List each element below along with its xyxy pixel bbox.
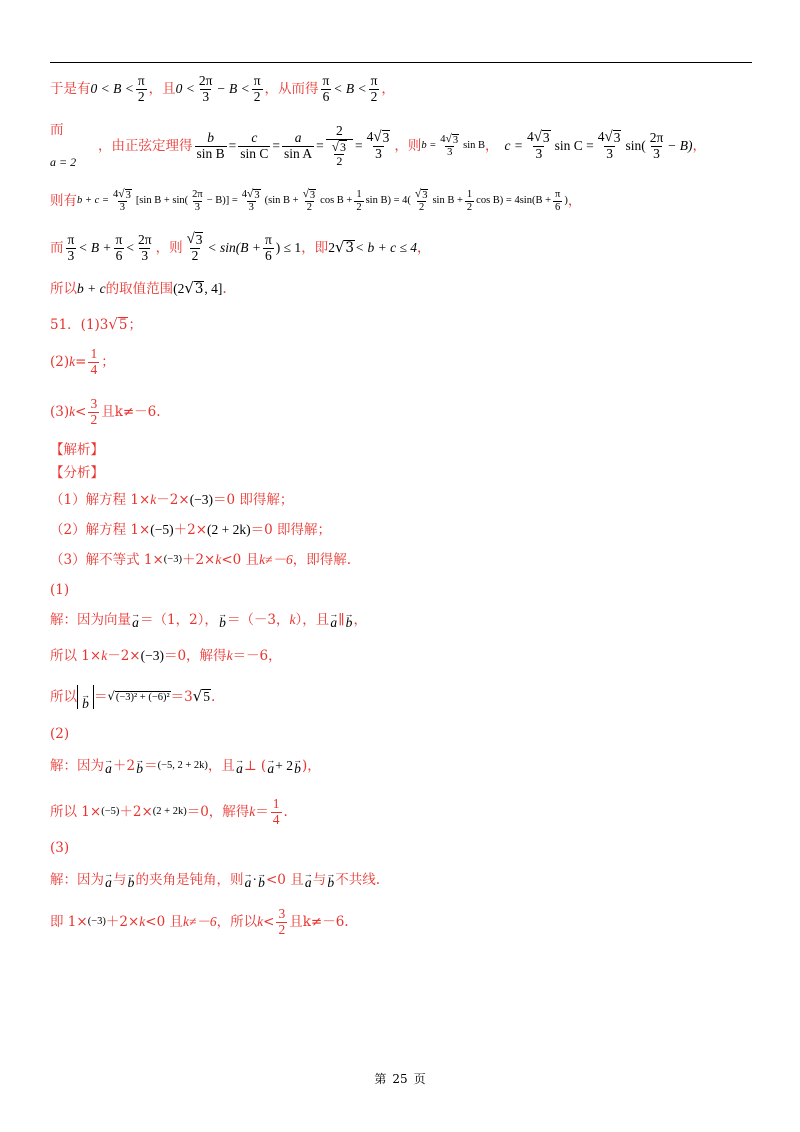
solution-2-line-2: 所以 1× (−5) ＋2× (2 + 2k) ＝0，解得 k ＝ $\frac{1}{4}$ . xyxy=(50,795,288,827)
page-number: 第 25 页 xyxy=(374,1072,426,1086)
solution-3-line-2: 即 1× (−3) ＋2× k <0 且 k≠－6 ，所以 k < $\frac{3}{2}$ 且 k≠－6. xyxy=(50,905,349,937)
fraction-pi-2: $\frac{\pi}{2}$ xyxy=(137,72,145,104)
fraction-pi-2: $\frac{\pi}{2}$ xyxy=(253,72,261,104)
analysis-1: （1）解方程 1× k －2× (−3) ＝0 即得解； xyxy=(50,492,294,508)
derivation-line-2: 而 a = 2 ，由正弦定理得 $\frac{b}{\text{sin B}}$ = $\frac{c}{\text{sin C}}$ = $\frac{a}{\text{sin A}}$ = 2 √ 3 2 = 4 √ 3 3 ，则 b = 4 √ 3 3 sin B ， c = 4 √ 3 3 sin C = 4 √ 3 3 sin( $\frac{2\pi}{3}$ − B) ， xyxy=(50,122,707,169)
part-3-label: (3) xyxy=(50,840,70,856)
text: ，则 xyxy=(394,138,422,154)
answer-51-1: 51．(1)3 √ 5 ； xyxy=(50,315,142,334)
part-2-label: (2) xyxy=(50,726,70,742)
text: 于是有 xyxy=(50,81,91,97)
analysis-3: （3）解不等式 1× (−3) ＋2× k <0 且 k≠－6 ，即得解. xyxy=(50,552,352,568)
solution-1-line-3: 所以 → b ＝ √ (−3)² + (−6)² ＝3 √ 5 . xyxy=(50,680,752,714)
solution-3-line-1: 解：因为 → a 与 → b 的夹角是钝角，则 → a · → b <0 且 → a 与 → b 不共线. xyxy=(50,869,380,891)
given-a: 而 a = 2 xyxy=(50,122,77,169)
text: ，且 xyxy=(148,81,176,97)
text: ，由正弦定理得 xyxy=(98,138,193,154)
fraction-pi-2: $\frac{\pi}{2}$ xyxy=(370,72,378,104)
text: ， xyxy=(381,81,395,97)
answer-51-2: (2) k = $\frac{1}{4}$ ； xyxy=(50,345,115,377)
answer-51-3: (3) k < $\frac{3}{2}$ 且 k≠－6. xyxy=(50,395,161,427)
fraction-4sqrt3-3: 4 √ 3 3 xyxy=(597,129,621,161)
fraction-4sqrt3-3: 4 √ 3 3 xyxy=(527,129,550,161)
math: < B < xyxy=(333,81,367,96)
fraction-2-over-sqrt3-2: 2 √ 3 2 xyxy=(326,124,353,168)
fraction-2pi-3: $\frac{2\pi}{3}$ xyxy=(649,129,664,161)
math: 0 < B < xyxy=(90,81,134,96)
solution-1-line-2: 所以 1× k －2× (−3) ＝0，解得 k ＝－6， xyxy=(50,648,282,664)
derivation-line-4: 而 $\frac{\pi}{3}$ < B + $\frac{\pi}{6}$ < $\frac{2\pi}{3}$ ，则 √ 3 2 < sin(B + $\frac{\pi}{6}$ ) ≤ 1 ，即 2 √ 3 < b + c ≤ 4 ， xyxy=(50,231,431,263)
math: − B < xyxy=(216,81,250,96)
text: ，从而得 xyxy=(264,81,319,97)
fraction-4sqrt3-3: 4 √ 3 3 xyxy=(440,132,459,158)
fraction-b-sinB: $\frac{b}{\text{sin B}}$ xyxy=(196,129,225,161)
fraction-4sqrt3-3: 4 √ 3 3 xyxy=(366,129,390,161)
solution-1-line-1: 解：因为向量 → a ＝（1，2）， → b ＝（－3， k ），且 → a ∥ → b ， xyxy=(50,609,368,631)
fraction-a-sinA: $\frac{a}{\text{sin A}}$ xyxy=(284,129,313,161)
header-rule xyxy=(50,62,752,63)
fraction-pi-6: $\frac{\pi}{6}$ xyxy=(322,72,330,104)
math: 0 < xyxy=(175,81,195,96)
analysis-2: （2）解方程 1× (−5) ＋2× (2 + 2k) ＝0 即得解； xyxy=(50,522,332,538)
section-fenxi: 【分析】 xyxy=(50,465,104,481)
derivation-line-1 xyxy=(50,72,752,106)
part-1-label: (1) xyxy=(50,582,70,598)
solution-2-line-1: 解：因为 → a ＋2 → b ＝ (−5, 2 + 2k) ，且 → a ⊥ ( → a + 2 → b )， xyxy=(50,755,321,777)
derivation-line-5: 所以 b + c 的取值范围 (2 √ 3 , 4] . xyxy=(50,279,227,298)
section-jiexi: 【解析】 xyxy=(50,442,104,458)
derivation-line-3: 则有 b + c = 4 √ 3 3 [sin B + sin( $\frac{2\pi}{3}$ − B)] = 4 √ 3 3 (sin B + √ 3 2 cos B + $\frac{1}{2}$ sin B) = 4( √ 3 2 sin B + $\frac{1}{2}$ cos B) = 4sin(B + $\frac{\pi}{6}$ ) ， xyxy=(50,187,582,213)
fraction-c-sinC: $\frac{c}{\text{sin C}}$ xyxy=(240,129,269,161)
fraction-2pi-3: $\frac{2\pi}{3}$ xyxy=(198,72,213,104)
